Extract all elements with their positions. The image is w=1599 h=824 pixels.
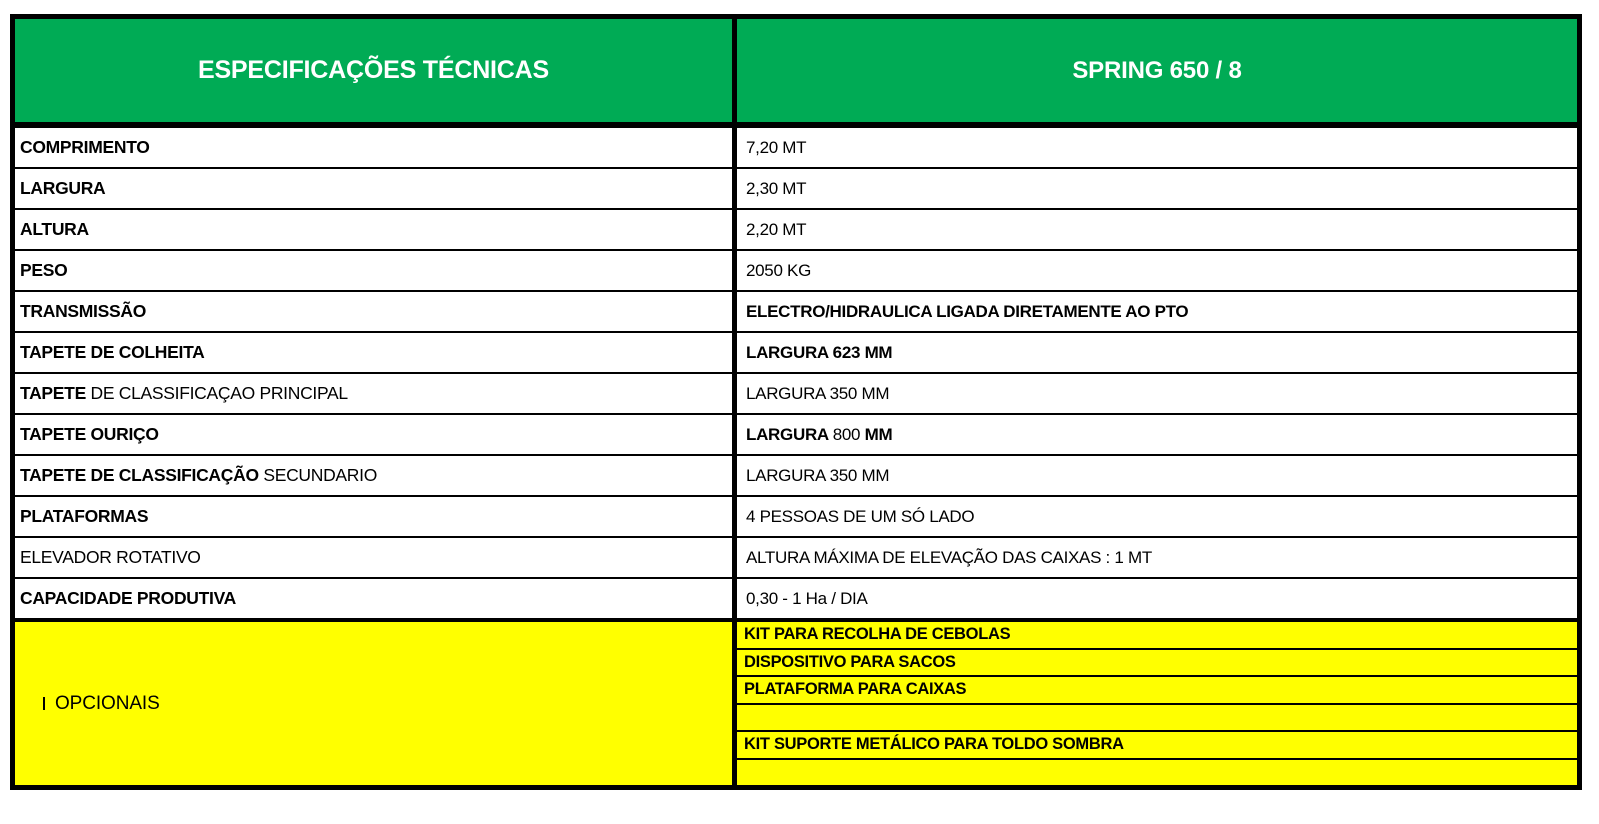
spec-value: LARGURA 350 MM [746, 465, 890, 485]
opcional-item: PLATAFORMA PARA CAIXAS [737, 677, 1577, 705]
spec-label: TAPETE OURIÇO [15, 415, 737, 454]
table-row [15, 374, 1577, 415]
spec-table [10, 14, 1582, 790]
spec-label: TRANSMISSÃO [15, 292, 737, 331]
table-row [15, 169, 1577, 210]
spec-label: TAPETE DE CLASSIFICAÇAO PRINCIPAL [15, 374, 737, 413]
table-header-row [15, 19, 1577, 128]
spec-label: LARGURA [15, 169, 737, 208]
spec-label: TAPETE DE CLASSIFICAÇÃO SECUNDARIO [15, 456, 737, 495]
spec-value: LARGURA 350 MM [746, 383, 890, 403]
opcionais-section [15, 622, 1577, 785]
opcionais-label: OPCIONAIS [55, 692, 160, 714]
spec-label: ELEVADOR ROTATIVO [15, 538, 737, 577]
table-row [15, 333, 1577, 374]
table-row [15, 128, 1577, 169]
spec-value: 0,30 - 1 Ha / DIA [746, 588, 868, 608]
header-cell-model [737, 19, 1577, 122]
spec-label: PESO [15, 251, 737, 290]
header-cell-especificacoes [15, 19, 737, 122]
spec-value: ALTURA MÁXIMA DE ELEVAÇÃO DAS CAIXAS : 1 MT [746, 547, 1152, 567]
opcional-item: KIT SUPORTE METÁLICO PARA TOLDO SOMBRA [737, 732, 1577, 760]
opcional-item [737, 705, 1577, 733]
model-title: SPRING 650 / 8 [1072, 56, 1242, 84]
table-row [15, 415, 1577, 456]
opcional-item: DISPOSITIVO PARA SACOS [737, 650, 1577, 678]
opcional-item [737, 760, 1577, 786]
table-row [15, 210, 1577, 251]
table-row [15, 251, 1577, 292]
table-row [15, 456, 1577, 497]
spec-value: LARGURA 800 MM [746, 424, 893, 444]
spec-value: 2,20 MT [746, 219, 807, 239]
spec-label: CAPACIDADE PRODUTIVA [15, 579, 737, 618]
spec-value: ELECTRO/HIDRAULICA LIGADA DIRETAMENTE AO PTO [746, 301, 1189, 321]
spec-label: ALTURA [15, 210, 737, 249]
spec-value: 4 PESSOAS DE UM SÓ LADO [746, 506, 975, 526]
table-row [15, 538, 1577, 579]
spec-label: PLATAFORMAS [15, 497, 737, 536]
table-row [15, 579, 1577, 622]
opcional-item: KIT PARA RECOLHA DE CEBOLAS [737, 622, 1577, 650]
spec-label: COMPRIMENTO [15, 128, 737, 167]
spec-value: 7,20 MT [746, 137, 807, 157]
opcionais-label-cell [15, 622, 737, 785]
opcionais-list [737, 622, 1577, 785]
spec-value: LARGURA 623 MM [746, 342, 893, 362]
spec-label: TAPETE DE COLHEITA [15, 333, 737, 372]
cell-cursor-artifact [43, 697, 45, 710]
spec-value: 2050 KG [746, 260, 812, 280]
table-row [15, 497, 1577, 538]
spec-value: 2,30 MT [746, 178, 807, 198]
table-row [15, 292, 1577, 333]
especificacoes-title: ESPECIFICAÇÕES TÉCNICAS [197, 56, 549, 84]
